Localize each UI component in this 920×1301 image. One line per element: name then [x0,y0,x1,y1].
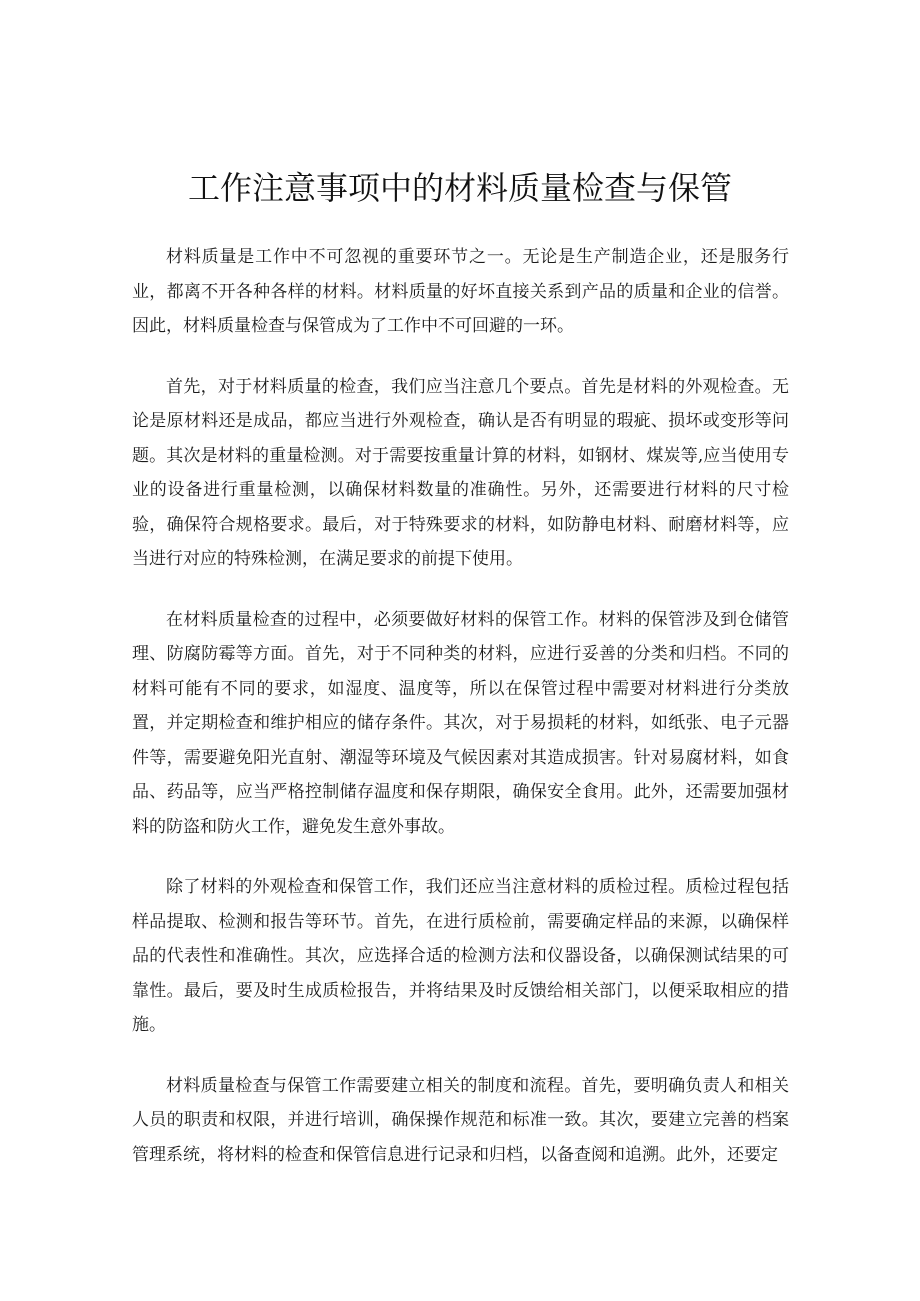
paragraph-1: 材料质量是工作中不可忽视的重要环节之一。无论是生产制造企业，还是服务行业，都离不开各种各样的材料。材料质量的好坏直接关系到产品的质量和企业的信誉。因此，材料质量检查与保管成为了工作中不可回避的一环。 [132,247,789,336]
document-title: 工作注意事项中的材料质量检查与保管 [187,169,732,207]
paragraph-3: 在材料质量检查的过程中，必须要做好材料的保管工作。材料的保管涉及到仓储管理、防腐防霉等方面。首先，对于不同种类的材料，应进行妥善的分类和归档。不同的材料可能有不同的要求，如湿度、温度等，所以在保管过程中需要对材料进行分类放置，并定期检查和维护相应的储存条件。其次，对于易损耗的材料，如纸张、电子元器件等，需要避免阳光直射、潮湿等环境及气候因素对其造成损害。针对易腐材料，如食品、药品等，应当严格控制储存温度和保存期限，确保安全食用。此外，还需要加强材料的防盗和防火工作，避免发生意外事故。 [132,609,789,837]
paragraph-4: 除了材料的外观检查和保管工作，我们还应当注意材料的质检过程。质检过程包括样品提取、检测和报告等环节。首先，在进行质检前，需要确定样品的来源，以确保样品的代表性和准确性。其次，应选择合适的检测方法和仪器设备，以确保测试结果的可靠性。最后，要及时生成质检报告，并将结果及时反馈给相关部门，以便采取相应的措施。 [132,877,789,1035]
document-body [132,240,789,1198]
paragraph-2: 首先，对于材料质量的检查，我们应当注意几个要点。首先是材料的外观检查。无论是原材料还是成品，都应当进行外观检查，确认是否有明显的瑕疵、损坏或变形等问题。其次是材料的重量检测。对于需要按重量计算的材料，如钢材、煤炭等,应当使用专业的设备进行重量检测，以确保材料数量的准确性。另外，还需要进行材料的尺寸检验，确保符合规格要求。最后，对于特殊要求的材料，如防静电材料、耐磨材料等，应当进行对应的特殊检测，在满足要求的前提下使用。 [132,376,789,569]
paragraph-5: 材料质量检查与保管工作需要建立相关的制度和流程。首先，要明确负责人和相关人员的职责和权限，并进行培训，确保操作规范和标准一致。其次，要建立完善的档案管理系统，将材料的检查和保管信息进行记录和归档，以备查阅和追溯。此外，还要定 [132,1075,789,1165]
